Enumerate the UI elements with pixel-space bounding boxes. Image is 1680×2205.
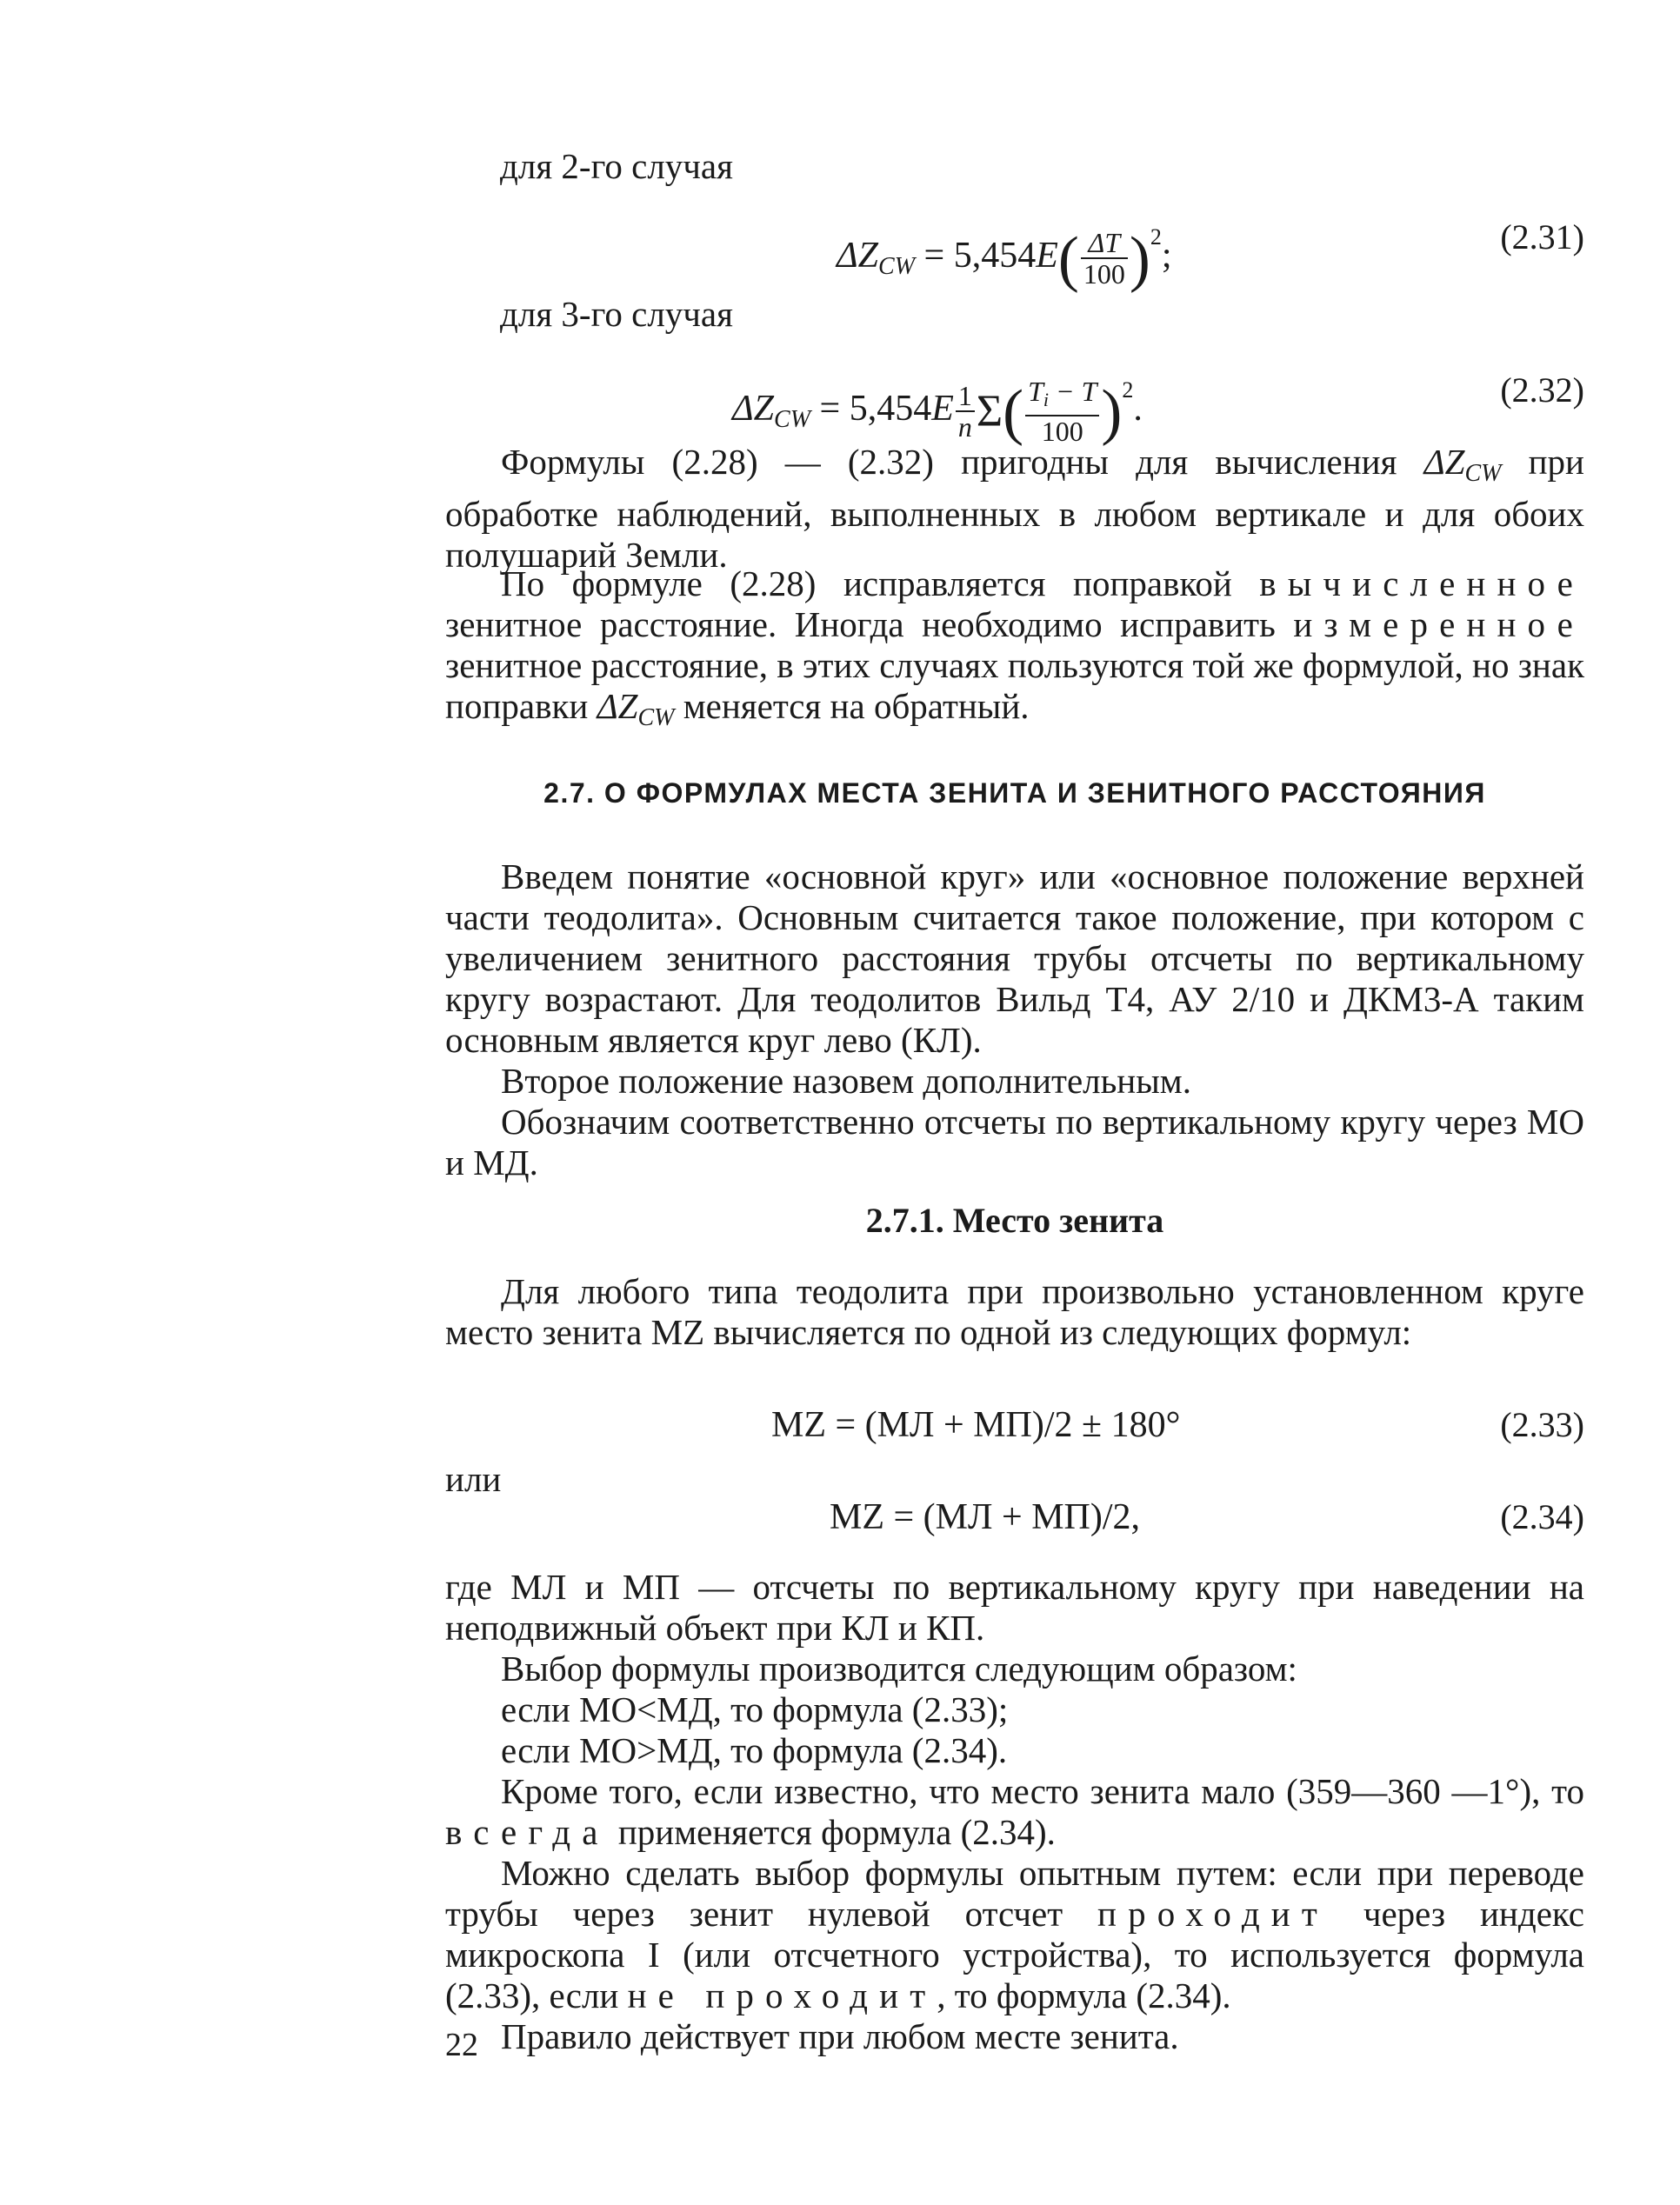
label-case-3: для 3-го случая [500,294,733,334]
paragraph-readings-definition: где МЛ и МП — отсчеты по вертикальному кругу при наведении на неподвижный объект при КЛ и КП. Выбор формулы производится следующим образом: если МО<МД, то формула (2.33); если МО>МД, то формула (2.34). Кроме того, если известно, что место зенита мало (359—360 —1°), то всегда применяется формула (2.34). Можно сделать выбор формулы опытным путем: если при переводе трубы через зенит нулевой отсчет проходит через индекс микроскопа I (или отсчетного устройства), то используется формула (2.33), если не проходит, то формула (2.34). Правило действует при любом месте зенита. [445,1567,1584,2056]
label-case-2: для 2-го случая [500,146,733,186]
equation-2-34 [445,1478,1584,1556]
paragraph-rule-greater: если МО>МД, то формула (2.34). [501,1730,1008,1770]
equation-2-34-number: (2.34) [1500,1497,1584,1536]
label-or: или [445,1459,502,1499]
paragraph-correction-sign: По формуле (2.28) исправляется поправкой вычисленное зенитное расстояние. Иногда необходимо исправить измеренное зенитное расстояние, в этих случаях пользуются той же формулой, но знак поправки ΔZCW меняется на обратный. [445,563,1584,731]
paragraph-rule-less: если МО<МД, то формула (2.33); [501,1689,1009,1729]
paragraph-experimental-choice: Можно сделать выбор формулы опытным путем: если при переводе трубы через зенит нулевой отсчет проходит через индекс микроскопа I (или отсчетного устройства), то используется формула (2.33), если не проходит, то формула (2.34). [445,1853,1584,2015]
paragraph-choice-intro: Выбор формулы производится следующим образом: [501,1649,1297,1689]
equation-2-33 [445,1386,1584,1464]
paragraph-formulas-applicability: Формулы (2.28) — (2.32) пригодны для вычисления ΔZCW при обработке наблюдений, выполненных в любом вертикале и для обоих полушарий Земли. [445,442,1584,575]
paragraph-zenith-place: Для любого типа теодолита при произвольно установленном круге место зенита MZ вычисляется по одной из следующих формул: [445,1271,1584,1352]
equation-2-31 [445,198,1584,294]
section-heading: 2.7. О ФОРМУЛАХ МЕСТА ЗЕНИТА И ЗЕНИТНОГО РАССТОЯНИЯ [543,777,1486,809]
equation-2-31-number: (2.31) [1500,217,1584,256]
page-number: 22 [445,2027,478,2063]
paragraph-main-circle: Введем понятие «основной круг» или «основное положение верхней части теодолита». Основным считается такое положение, при котором с увеличением зенитного расстояния трубы отсчеты по вертикальному кругу возрастают. Для теодолитов Вильд Т4, АУ 2/10 и ДКМ3-А таким основным является круг лево (КЛ). Второе положение назовем дополнительным. Обозначим соответственно отсчеты по вертикальному кругу через МО и МД. [445,856,1584,1182]
equation-2-34-formula: MZ = (МЛ + МП)/2, [830,1497,1141,1537]
paragraph-additional-position: Второе положение назовем дополнительным. [501,1061,1191,1101]
paragraph-notation: Обозначим соответственно отсчеты по вертикальному кругу через МО и МД. [445,1102,1584,1182]
equation-2-33-formula: MZ = (МЛ + МП)/2 ± 180° [771,1405,1181,1445]
paragraph-small-zenith: Кроме того, если известно, что место зенита мало (359—360 —1°), то всегда применяется формула (2.34). [445,1771,1584,1852]
equation-2-32 [445,351,1584,448]
paragraph-rule-final: Правило действует при любом месте зенита. [501,2016,1179,2056]
equation-2-32-number: (2.32) [1500,370,1584,410]
subsection-heading: 2.7.1. Место зенита [865,1201,1164,1240]
equation-2-32-formula: ΔZCW = 5,454E $\frac{1}{n}$ Σ( $\frac{Ti - T}{100}$ )$^2$. [732,376,1143,448]
equation-2-31-formula: ΔZCW = 5,454E( $\frac{\Delta T}{100}$ )$^2$; [837,223,1172,294]
equation-2-33-number: (2.33) [1500,1405,1584,1444]
